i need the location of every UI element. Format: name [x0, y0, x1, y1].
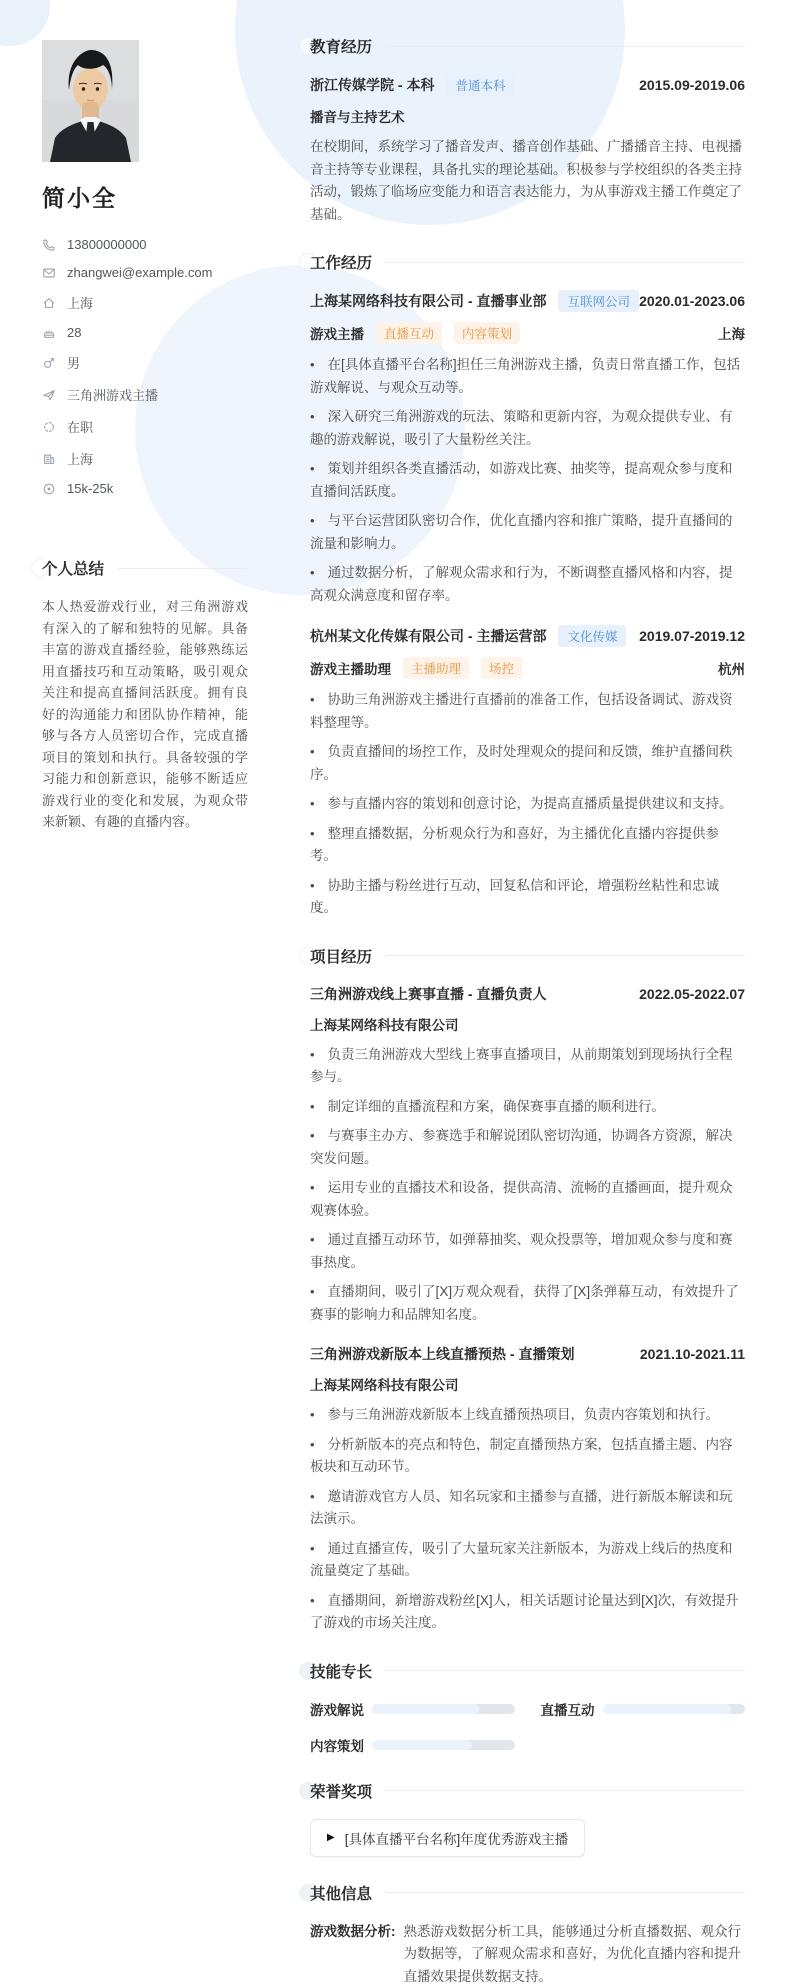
bullet-item: • 直播期间，新增游戏粉丝[X]人，相关话题讨论量达到[X]次，有效提升了游戏的市场关注度。 [310, 1590, 745, 1635]
skill-name: 游戏解说 [310, 1699, 372, 1719]
summary-section [42, 558, 247, 833]
status-icon [42, 420, 56, 434]
contact-gender [42, 353, 247, 372]
contact-phone [42, 237, 247, 252]
contact-salary [42, 481, 247, 496]
skill-item [541, 1699, 746, 1719]
age-value: 28 [67, 325, 81, 340]
bullet-item: • 与赛事主办方、参赛选手和解说团队密切沟通，协调各方资源，解决突发问题。 [310, 1125, 745, 1170]
education-description: 在校期间，系统学习了播音发声、播音创作基础、广播播音主持、电视播音主持等专业课程，具备扎实的理论基础。积极参与学校组织的各类主持活动，锻炼了临场应变能力和语言表达能力，为从事游戏主播工作奠定了基础。 [310, 136, 745, 226]
skill-bar [372, 1740, 515, 1750]
work-date: 2019.07-2019.12 [639, 628, 745, 644]
role-name: 游戏主播 [310, 323, 364, 343]
section-divider [386, 46, 745, 47]
skill-bar [603, 1704, 746, 1714]
work-date: 2020.01-2023.06 [639, 293, 745, 309]
other-title: 其他信息 [310, 1882, 386, 1904]
skills-title: 技能专长 [310, 1660, 386, 1682]
skills-section [310, 1661, 745, 1755]
education-item [310, 74, 745, 226]
project-bullets [310, 1044, 745, 1327]
skill-item [310, 1699, 515, 1719]
project-date: 2021.10-2021.11 [640, 1346, 745, 1362]
projects-section [310, 946, 745, 1635]
degree-badge: 普通本科 [446, 74, 514, 96]
project-company: 上海某网络科技有限公司 [310, 1014, 459, 1034]
bullet-item: • 在[具体直播平台名称]担任三角洲游戏主播，负责日常直播工作，包括游戏解说、与观众互动等。 [310, 354, 745, 399]
project-company: 上海某网络科技有限公司 [310, 1374, 459, 1394]
other-header [310, 1883, 745, 1903]
other-section [310, 1883, 745, 1988]
summary-text: 本人热爱游戏行业，对三角洲游戏有深入的了解和独特的见解。具备丰富的游戏直播经验，能够熟练运用直播技巧和互动策略，吸引观众关注和提高直播间活跃度。拥有良好的沟通能力和团队协作精神，能够与各方人员密切合作，完成直播项目的策划和执行。具备较强的学习能力和创新意识，能够不断适应游戏行业的变化和发展，为观众带来新颖、有趣的直播内容。 [42, 596, 248, 833]
section-divider [386, 262, 745, 263]
work-title: 工作经历 [310, 251, 386, 273]
bullet-item: • 运用专业的直播技术和设备，提供高清、流畅的直播画面，提升观众观赛体验。 [310, 1177, 745, 1222]
salary-icon [42, 482, 56, 496]
education-section [310, 36, 745, 226]
bullet-item: • 参与三角洲游戏新版本上线直播预热项目，负责内容策划和执行。 [310, 1404, 745, 1427]
skill-name: 直播互动 [541, 1699, 603, 1719]
phone-icon [42, 238, 56, 252]
industry-badge: 互联网公司 [558, 290, 639, 312]
job-intention-value: 三角洲游戏主播 [67, 385, 158, 404]
work-header [310, 252, 745, 272]
skill-fill [372, 1704, 479, 1714]
phone-value: 13800000000 [67, 237, 147, 252]
main-column [265, 0, 794, 1988]
awards-section [310, 1781, 745, 1857]
contact-list [42, 237, 247, 496]
school-name: 浙江传媒学院 - 本科 [310, 75, 434, 95]
bullet-item: • 通过直播宣传，吸引了大量玩家关注新版本，为游戏上线后的热度和流量奠定了基础。 [310, 1538, 745, 1583]
work-city-value: 上海 [67, 449, 93, 468]
bullet-item: • 邀请游戏官方人员、知名玩家和主播参与直播，进行新版本解读和玩法演示。 [310, 1486, 745, 1531]
bullet-item: • 策划并组织各类直播活动，如游戏比赛、抽奖等，提高观众参与度和直播间活跃度。 [310, 458, 745, 503]
expand-arrow-icon: ▶ [327, 1833, 335, 1843]
section-divider [386, 955, 745, 956]
bullet-item: • 深入研究三角洲游戏的玩法、策略和更新内容，为观众提供专业、有趣的游戏解说，吸引了大量粉丝关注。 [310, 406, 745, 451]
work-item [310, 290, 745, 607]
skill-tag: 场控 [481, 657, 522, 679]
summary-header [42, 558, 247, 578]
skill-fill [372, 1740, 472, 1750]
work-location: 上海 [718, 323, 745, 343]
section-divider [118, 568, 247, 569]
skill-fill [603, 1704, 731, 1714]
bullet-item: • 参与直播内容的策划和创意讨论，为提高直播质量提供建议和支持。 [310, 793, 745, 816]
bullet-item: • 分析新版本的亮点和特色，制定直播预热方案，包括直播主题、内容板块和互动环节。 [310, 1434, 745, 1479]
projects-header [310, 946, 745, 966]
contact-city [42, 293, 247, 312]
birthday-icon [42, 326, 56, 340]
other-info-label: 游戏数据分析: [310, 1921, 396, 1944]
project-name: 三角洲游戏线上赛事直播 - 直播负责人 [310, 984, 546, 1004]
salary-value: 15k-25k [67, 481, 113, 496]
award-text: [具体直播平台名称]年度优秀游戏主播 [345, 1828, 569, 1848]
work-bullets [310, 689, 745, 920]
skill-bar [372, 1704, 515, 1714]
paper-plane-icon [42, 388, 56, 402]
status-value: 在职 [67, 417, 93, 436]
other-info-text: 熟悉游戏数据分析工具，能够通过分析直播数据、观众行为数据等，了解观众需求和喜好，为优化直播内容和提升直播效果提供数据支持。 [404, 1921, 746, 1988]
project-bullets [310, 1404, 745, 1635]
candidate-name: 简小全 [42, 180, 247, 213]
contact-status [42, 417, 247, 436]
project-name: 三角洲游戏新版本上线直播预热 - 直播策划 [310, 1344, 574, 1364]
major-name: 播音与主持艺术 [310, 106, 745, 126]
skill-tag: 内容策划 [454, 322, 520, 344]
project-item [310, 1344, 745, 1635]
section-divider [386, 1892, 745, 1893]
other-info-item [310, 1921, 745, 1988]
project-item [310, 984, 745, 1327]
city-value: 上海 [67, 293, 93, 312]
mail-icon [42, 266, 56, 280]
skill-tag: 直播互动 [376, 322, 442, 344]
email-value: zhangwei@example.com [67, 265, 212, 280]
bullet-item: • 通过直播互动环节，如弹幕抽奖、观众投票等，增加观众参与度和赛事热度。 [310, 1229, 745, 1274]
company-name: 杭州某文化传媒有限公司 - 主播运营部 [310, 626, 546, 646]
bullet-item: • 负责直播间的场控工作，及时处理观众的提问和反馈，维护直播间秩序。 [310, 741, 745, 786]
summary-title: 个人总结 [42, 557, 118, 579]
gender-icon [42, 356, 56, 370]
profile-photo [42, 40, 139, 162]
contact-email [42, 265, 247, 280]
industry-badge: 文化传媒 [558, 625, 626, 647]
skill-item [310, 1735, 515, 1755]
contact-age [42, 325, 247, 340]
role-name: 游戏主播助理 [310, 658, 391, 678]
skill-name: 内容策划 [310, 1735, 372, 1755]
bullet-item: • 负责三角洲游戏大型线上赛事直播项目，从前期策划到现场执行全程参与。 [310, 1044, 745, 1089]
home-icon [42, 296, 56, 310]
skills-grid [310, 1699, 745, 1755]
projects-title: 项目经历 [310, 945, 386, 967]
work-location: 杭州 [718, 658, 745, 678]
award-item[interactable] [310, 1819, 585, 1857]
bullet-item: • 整理直播数据，分析观众行为和喜好，为主播优化直播内容提供参考。 [310, 823, 745, 868]
work-item [310, 625, 745, 920]
awards-header [310, 1781, 745, 1801]
skill-tag: 主播助理 [403, 657, 469, 679]
building-icon [42, 452, 56, 466]
company-name: 上海某网络科技有限公司 - 直播事业部 [310, 291, 546, 311]
education-date: 2015.09-2019.06 [639, 77, 745, 93]
contact-work-city [42, 449, 247, 468]
bullet-item: • 直播期间，吸引了[X]万观众观看，获得了[X]条弹幕互动，有效提升了赛事的影响力和品牌知名度。 [310, 1281, 745, 1326]
contact-job-intention [42, 385, 247, 404]
bullet-item: • 协助主播与粉丝进行互动，回复私信和评论，增强粉丝粘性和忠诚度。 [310, 875, 745, 920]
education-title: 教育经历 [310, 35, 386, 57]
skills-header [310, 1661, 745, 1681]
bullet-item: • 与平台运营团队密切合作，优化直播内容和推广策略，提升直播间的流量和影响力。 [310, 510, 745, 555]
education-header [310, 36, 745, 56]
section-divider [386, 1790, 745, 1791]
section-divider [386, 1670, 745, 1671]
project-date: 2022.05-2022.07 [639, 986, 745, 1002]
bullet-item: • 通过数据分析，了解观众需求和行为，不断调整直播风格和内容，提高观众满意度和留存率。 [310, 562, 745, 607]
bullet-item: • 制定详细的直播流程和方案，确保赛事直播的顺利进行。 [310, 1096, 745, 1119]
work-bullets [310, 354, 745, 607]
awards-title: 荣誉奖项 [310, 1780, 386, 1802]
sidebar [0, 0, 265, 1988]
bullet-item: • 协助三角洲游戏主播进行直播前的准备工作，包括设备调试、游戏资料整理等。 [310, 689, 745, 734]
work-section [310, 252, 745, 920]
gender-value: 男 [67, 353, 80, 372]
